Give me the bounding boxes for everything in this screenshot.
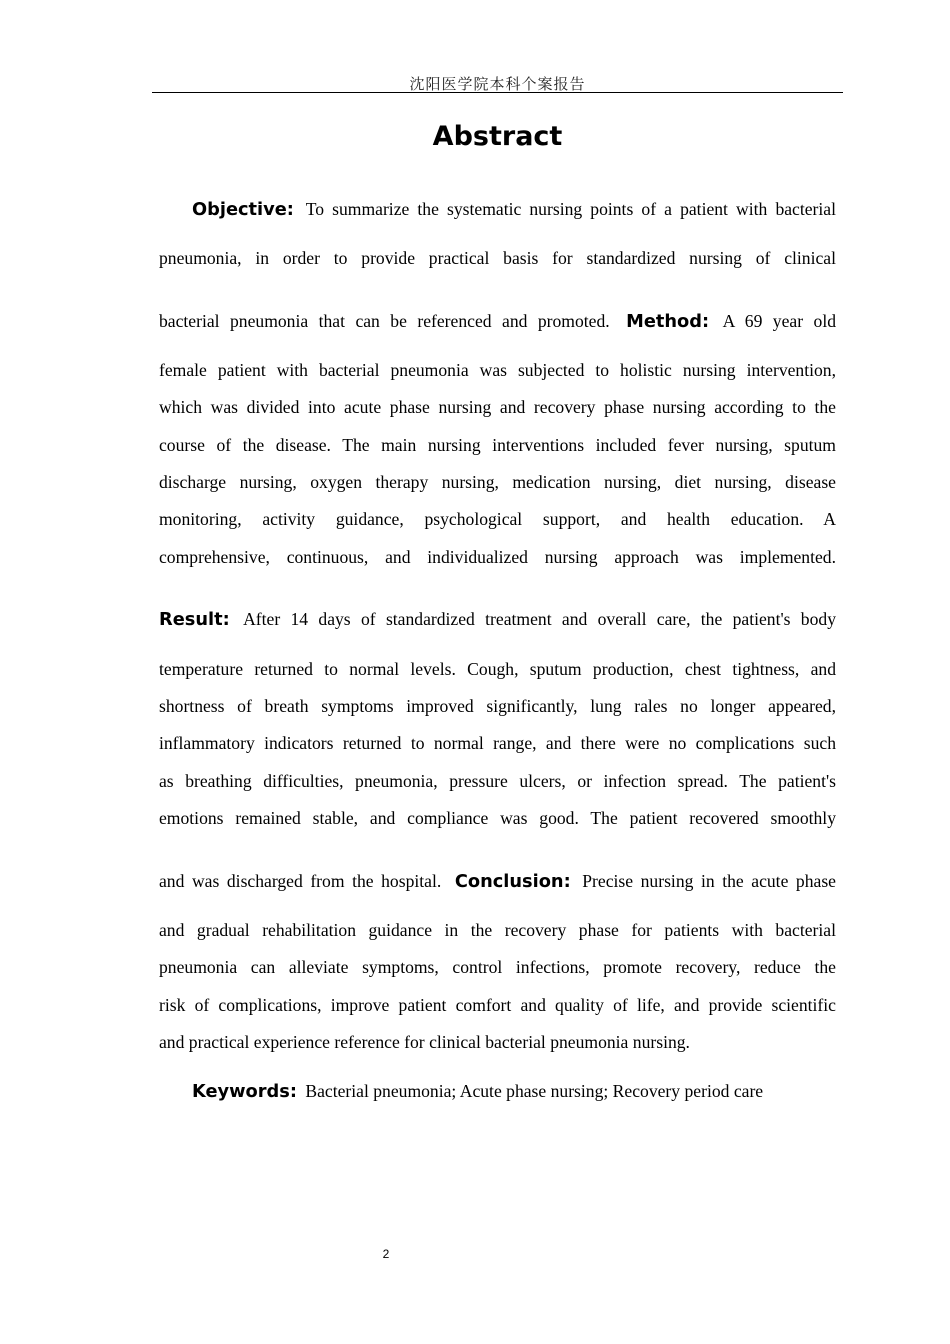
abstract-line: pneumonia can alleviate symptoms, control infections, promote recovery, reduce the (159, 957, 836, 977)
abstract-text: To summarize the systematic nursing points of a patient with bacterial (305, 199, 836, 219)
abstract-line: which was divided into acute phase nursing and recovery phase nursing according to the (159, 397, 836, 417)
abstract-text: After 14 days of standardized treatment and overall care, the patient's body (243, 609, 836, 629)
keywords-label: Keywords: (192, 1081, 297, 1102)
abstract-line: emotions remained stable, and compliance was good. The patient recovered smoothly (159, 808, 836, 828)
abstract-line: and practical experience reference for clinical bacterial pneumonia nursing. (159, 1032, 690, 1052)
abstract-text: and was discharged from the hospital. (159, 871, 442, 891)
abstract-line: comprehensive, continuous, and individualized nursing approach was implemented. (159, 547, 836, 567)
abstract-line: pneumonia, in order to provide practical basis for standardized nursing of clinical (159, 248, 836, 268)
abstract-line: risk of complications, improve patient comfort and quality of life, and provide scientific (159, 995, 836, 1015)
abstract-title: Abstract (432, 121, 563, 152)
abstract-line: as breathing difficulties, pneumonia, pressure ulcers, or infection spread. The patient's (159, 771, 836, 791)
abstract-line: female patient with bacterial pneumonia was subjected to holistic nursing intervention, (159, 360, 836, 380)
running-header: 沈阳医学院本科个案报告 (409, 75, 586, 93)
header-rule (152, 92, 843, 93)
abstract-line: shortness of breath symptoms improved significantly, lung rales no longer appeared, (159, 696, 836, 716)
abstract-line: and gradual rehabilitation guidance in the recovery phase for patients with bacterial (159, 920, 836, 940)
abstract-line: discharge nursing, oxygen therapy nursing, medication nursing, diet nursing, disease (159, 472, 836, 492)
abstract-line: course of the disease. The main nursing interventions included fever nursing, sputum (159, 435, 836, 455)
keywords-text: Bacterial pneumonia; Acute phase nursing; Recovery period care (305, 1081, 764, 1101)
abstract-text: A 69 year old (722, 311, 837, 331)
result-label: Result: (159, 609, 230, 630)
abstract-line (159, 608, 836, 631)
method-label: Method: (626, 311, 710, 332)
page-number: 2 (382, 1247, 390, 1261)
conclusion-label: Conclusion: (454, 871, 571, 892)
abstract-text: Precise nursing in the acute phase (582, 871, 836, 891)
objective-label: Objective: (192, 199, 294, 220)
abstract-text: bacterial pneumonia that can be referenced and promoted. (159, 311, 610, 331)
abstract-line: temperature returned to normal levels. Cough, sputum production, chest tightness, and (159, 659, 836, 679)
keywords-line (192, 1080, 832, 1103)
abstract-line: monitoring, activity guidance, psychological support, and health education. A (159, 509, 836, 529)
abstract-line (159, 870, 836, 893)
abstract-line (192, 198, 836, 221)
abstract-line: inflammatory indicators returned to normal range, and there were no complications such (159, 733, 836, 753)
abstract-line (159, 310, 836, 333)
